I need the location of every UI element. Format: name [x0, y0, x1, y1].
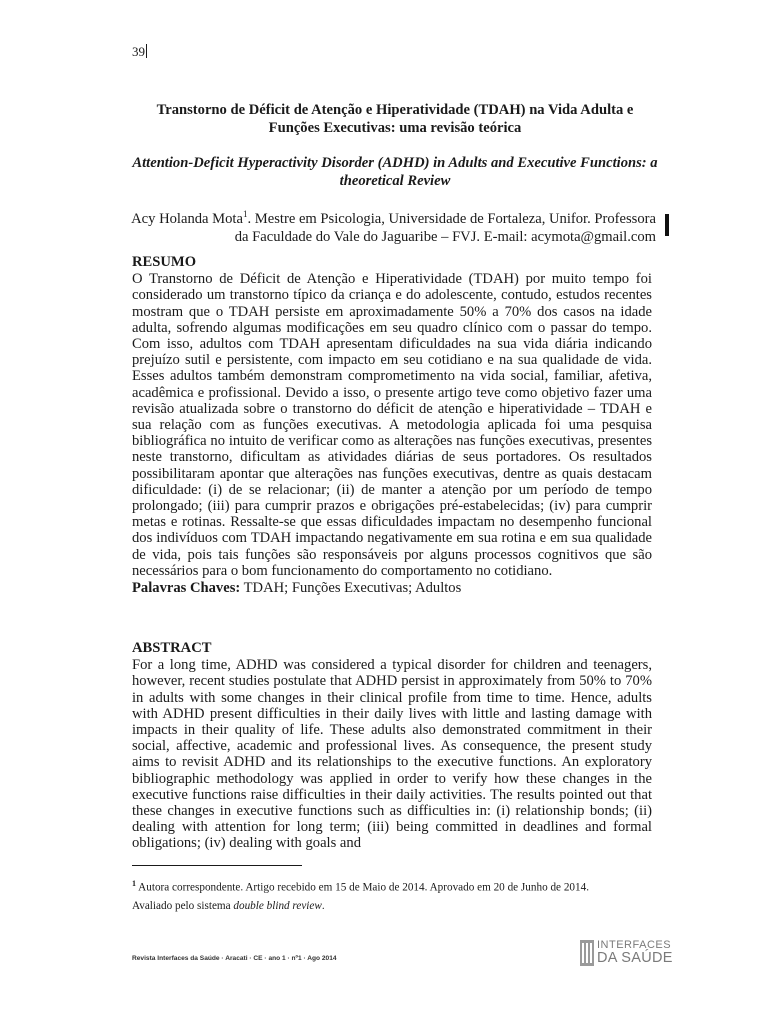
keywords-list: TDAH; Funções Executivas; Adultos	[240, 580, 462, 597]
logo-text	[597, 940, 673, 966]
author-line-1: . Mestre em Psicologia, Universidade de Fortaleza, Unifor. Professora	[247, 210, 656, 227]
journal-footer: Revista Interfaces da Saúde · Aracati · CE · ano 1 · nº1 · Ago 2014	[132, 955, 337, 962]
logo-text-top: INTERFACES	[597, 939, 672, 952]
subtitle-line-1: Attention-Deficit Hyperactivity Disorder (ADHD) in Adults and Executive Functions: a	[132, 155, 658, 171]
resumo-body: O Transtorno de Déficit de Atenção e Hiperatividade (TDAH) por muito tempo foi considerado um transtorno típico da criança e do adolescente, contudo, estudos recentes mostram que o TDAH persiste em aproximadamente 50% a 70% dos casos na idade adulta, sofrendo algumas modificações em seu quadro clínico com o passar do tempo. Com isso, adultos com TDAH apresentam dificuldades na sua vida diária indicando prejuízo sutil e persistente, com impacto em seu cotidiano e na sua qualidade de vida. Esses adultos também demonstram comprometimento na vida social, familiar, afetiva, acadêmica e profissional. Devido a isso, o presente artigo teve como objetivo fazer uma revisão atualizada sobre o transtorno do déficit de atenção e hiperatividade – TDAH e sua relação com as funções executivas. A metodologia aplicada foi uma pesquisa bibliográfica no intuito de verificar como as alterações nas funções executivas, presentes neste transtorno, dificultam as atividades diárias de seus portadores. Os resultados possibilitaram apontar que alterações nas funções executivas, dentre as quais destacam dificuldade: (i) de se relacionar; (ii) de manter a atenção por um período de tempo prolongado; (iii) para cumprir prazos e obrigações pré-estabelecidas; (iv) para cumprir metas e rotinas. Ressalte-se que essas dificuldades impactam no desempenho funcional dos indivíduos com TDAH impactando negativamente em sua rotina e em sua qualidade de vida, pois tais funções são responsáveis por alguns processos cognitivos que são necessários para o bom funcionamento do comportamento no cotidiano.	[132, 271, 652, 579]
logo-emblem-icon	[580, 940, 594, 966]
footnote-line-2-italic: double blind review	[233, 899, 322, 912]
keywords-label: Palavras Chaves:	[132, 580, 241, 597]
logo-text-bottom: DA SAÚDE	[597, 950, 673, 967]
footnote	[132, 875, 652, 915]
abstract-heading: ABSTRACT	[132, 640, 212, 656]
author-footnote-mark: 1	[242, 209, 248, 219]
page-number-text: 39	[132, 44, 145, 59]
footnote-mark: 1	[132, 879, 136, 888]
footnote-line-2-suffix: .	[321, 899, 325, 912]
resumo-heading: RESUMO	[132, 254, 197, 270]
resumo-section	[132, 254, 652, 596]
abstract-body: For a long time, ADHD was considered a typical disorder for children and teenagers, however, recent studies postulate that ADHD persist in approximately from 50% to 70% in adults with some changes in their clinical profile from time to time. Hence, adults with ADHD present difficulties in their daily lives with little and lasting damage with impacts in their quality of life. These adults also demonstrated commitment in their social, affective, academic and professional lives. As consequence, the present study aims to revisit ADHD and its relationships to the executive functions. An exploratory bibliographic methodology was applied in order to verify how these changes in the executive functions raise difficulties in their daily activities. The results pointed out that these changes in executive functions such as difficulties in: (i) relationship bonds; (ii) dealing with attention for long term; (iii) being committed in deadlines and formal obligations; (iv) dealing with goals and	[132, 657, 652, 852]
abstract-section	[132, 640, 652, 852]
margin-bar	[665, 214, 669, 236]
author-affiliation	[131, 205, 656, 246]
title-line-1: Transtorno de Déficit de Atenção e Hiperatividade (TDAH) na Vida Adulta e	[156, 102, 634, 118]
article-title	[132, 101, 658, 137]
author-line-2: da Faculdade do Vale do Jaguaribe – FVJ. E-mail: acymota@gmail.com	[234, 228, 656, 245]
page-number	[132, 44, 147, 60]
journal-logo	[580, 940, 673, 966]
subtitle-line-2: theoretical Review	[339, 173, 451, 189]
footnote-line-2-prefix: Avaliado pelo sistema	[132, 899, 234, 912]
page-number-bar	[146, 44, 147, 58]
author-name: Acy Holanda Mota	[131, 210, 243, 227]
footnote-line-1: Autora correspondente. Artigo recebido em 15 de Maio de 2014. Aprovado em 20 de Junho de 2014.	[136, 881, 589, 894]
article-subtitle-english	[132, 154, 658, 190]
footnote-rule	[132, 865, 302, 866]
keywords	[132, 580, 652, 596]
title-line-2: Funções Executivas: uma revisão teórica	[268, 120, 522, 136]
